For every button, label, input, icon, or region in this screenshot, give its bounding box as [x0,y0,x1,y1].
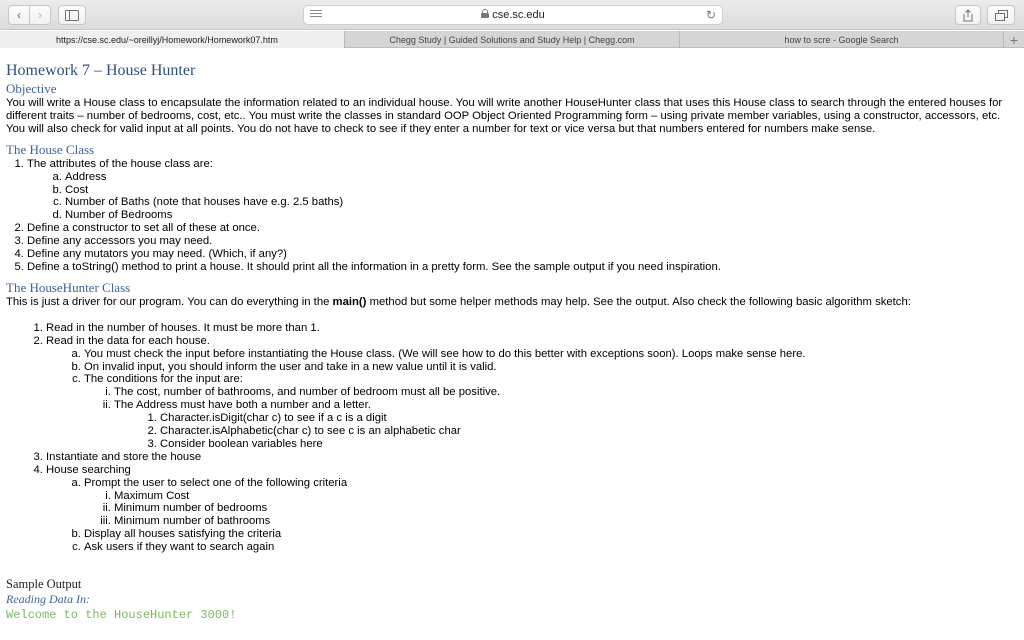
househunter-intro: This is just a driver for our program. You can do everything in the main() method but some helper methods may help. See the output. Also check the following basic algorithm sketch: [6,295,911,308]
list-item: 5. Define a toString() method to print a house. It should print all the information in a pretty form. See the sample output if you need inspiration. [27,261,1018,274]
list-item: c. Ask users if they want to search again [84,541,1018,554]
sample-output-heading: Sample Output [6,577,82,592]
list-item: b. Cost [65,184,1018,197]
list-item: iii. Minimum number of bathrooms [114,515,1018,528]
list-item: 1. The attributes of the house class are: a. Address b. Cost c. Number of Baths (note that houses have e.g. 2.5 baths) d. Number of Bedrooms [27,158,1018,223]
list-item: ii. The Address must have both a number and a letter. 1. Character.isDigit(char c) to see if a c is a digit 2. Character.isAlphabetic(char c) to see c is an alphabetic char 3. Consider boolean variables here [114,399,1018,451]
share-button[interactable] [955,5,981,25]
page-content [6,49,1018,623]
list-item: 1. Character.isDigit(char c) to see if a c is a digit [160,412,1018,425]
chevron-right-icon: › [38,8,42,22]
objective-heading: Objective [6,81,57,96]
sample-output-subheading: Reading Data In: [6,592,90,607]
lock-icon [481,9,489,18]
algorithm-list [6,322,1018,554]
sidebar-icon [65,10,79,21]
list-item: b. Display all houses satisfying the criteria [84,528,1018,541]
list-item: 3. Consider boolean variables here [160,438,1018,451]
house-class-list [6,158,1018,274]
list-item: 1. Read in the number of houses. It must be more than 1. [46,322,1018,335]
list-item: 3. Instantiate and store the house [46,451,1018,464]
show-tabs-button[interactable] [987,5,1015,25]
list-item: a. You must check the input before instantiating the House class. (We will see how to do this better with exceptions soon). Loops make sense here. [84,348,1018,361]
list-item: a. Address [65,171,1018,184]
console-output-line: Welcome to the HouseHunter 3000! [6,608,237,623]
tab-chegg[interactable]: Chegg Study | Guided Solutions and Study Help | Chegg.com [345,31,680,48]
househunter-class-heading: The HouseHunter Class [6,279,131,295]
list-item: 4. Define any mutators you may need. (Which, if any?) [27,248,1018,261]
list-item: 2. Define a constructor to set all of these at once. [27,222,1018,235]
list-item: 3. Define any accessors you may need. [27,235,1018,248]
tab-homework[interactable]: https://cse.sc.edu/~oreillyj/Homework/Homework07.htm [0,31,345,48]
tab-google-search[interactable]: how to scre - Google Search [680,31,1004,48]
objective-text: You will write a House class to encapsulate the information related to an individual house. You will write another HouseHunter class that uses this House class to search through the entered houses for different traits – number of bedrooms, cost, etc.. You must write the classes in standard OOP Object Oriented Programming form – using private member variables, using a constructor, accessors, etc. You will also check for valid input at all points. You do not have to check to see if they enter a number for text or vice versa but that numbers entered for numbers make sense. [6,97,1003,135]
back-button[interactable] [8,5,30,25]
sidebar-toggle-button[interactable] [58,5,86,25]
reload-icon[interactable]: ↻ [705,8,716,22]
address-bar[interactable] [303,5,723,25]
browser-toolbar [0,0,1024,30]
list-item: b. On invalid input, you should inform the user and take in a new value until it is valid. [84,361,1018,374]
list-item: ii. Minimum number of bedrooms [114,502,1018,515]
list-item: i. The cost, number of bathrooms, and number of bedroom must all be positive. [114,386,1018,399]
share-icon [963,9,973,22]
list-item: a. Prompt the user to select one of the following criteria i. Maximum Cost ii. Minimum number of bedrooms iii. Minimum number of bathrooms [84,477,1018,529]
forward-button[interactable] [29,5,51,25]
list-item: d. Number of Bedrooms [65,209,1018,222]
list-item: 2. Read in the data for each house. a. You must check the input before instantiating the House class. (We will see how to do this better with exceptions soon). Loops make sense here. b. On invalid input, you should inform the user and take in a new value until it is valid. c. The conditions for the input are: i. The cost, number of bathrooms, and number of bedroom must all be positive. ii. The Address must have both a number and a letter. 1. Character.isDigit(char c) to see if a c is a digit 2. Character.isAlphabetic(char c) to see c is an alphabetic char 3. Consider boolean variables here [46,335,1018,451]
tabs-overview-icon [995,10,1008,21]
house-class-heading: The House Class [6,141,95,157]
chevron-left-icon: ‹ [17,8,21,22]
tab-bar [0,31,1024,48]
list-item: c. The conditions for the input are: i. The cost, number of bathrooms, and number of bedroom must all be positive. ii. The Address must have both a number and a letter. 1. Character.isDigit(char c) to see if a c is a digit 2. Character.isAlphabetic(char c) to see c is an alphabetic char 3. Consider boolean variables here [84,373,1018,450]
list-item: i. Maximum Cost [114,490,1018,503]
new-tab-button[interactable]: + [1009,31,1019,48]
list-item: c. Number of Baths (note that houses have e.g. 2.5 baths) [65,196,1018,209]
list-item: 4. House searching a. Prompt the user to select one of the following criteria i. Maximum Cost ii. Minimum number of bedrooms iii. Minimum number of bathrooms b. Display all houses satisfying the criteria c. Ask users if they want to search again [46,464,1018,554]
list-item: 2. Character.isAlphabetic(char c) to see c is an alphabetic char [160,425,1018,438]
page-title: Homework 7 – House Hunter [6,62,196,79]
address-host: cse.sc.edu [492,9,545,21]
